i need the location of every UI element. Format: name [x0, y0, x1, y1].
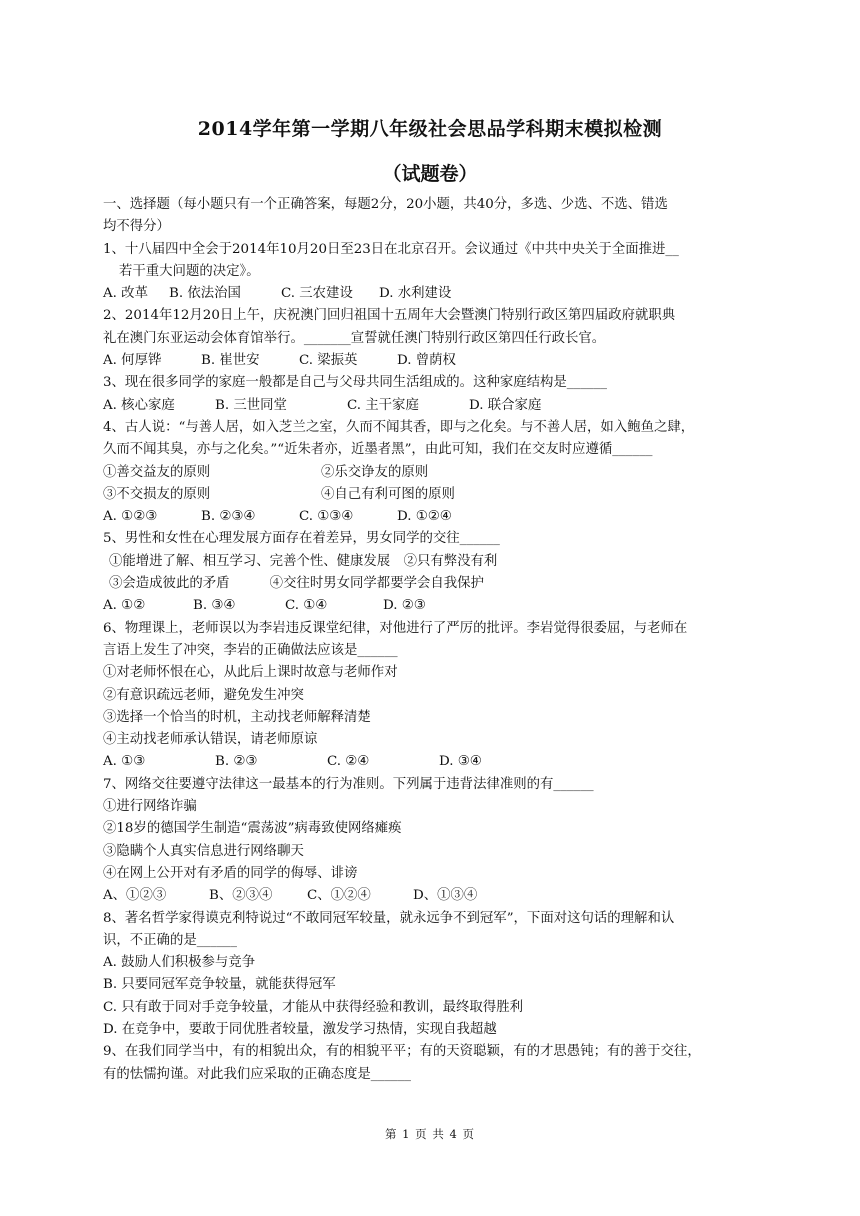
option-b: B. ②③ — [215, 754, 258, 770]
question-9-text: 9、在我们同学当中，有的相貌出众，有的相貌平平；有的天资聪颖，有的才思愚钝；有的善于交往， — [103, 1044, 701, 1060]
question-1-text-cont: 若干重大问题的决定》。 — [119, 263, 260, 279]
question-1-options — [103, 283, 763, 305]
question-5-items-row2: ③会造成彼此的矛盾 ④交往时男女同学都要学会自我保护 — [109, 576, 484, 592]
option-b: B. 依法治国 — [169, 286, 241, 302]
item-4: ④自己有利可图的原则 — [321, 486, 455, 502]
question-3-options — [103, 395, 763, 417]
option-d: D. ②③ — [383, 598, 426, 614]
question-7-options — [103, 885, 763, 907]
question-9-text-cont: 有的怯懦拘谨。对此我们应采取的正确态度是______ — [103, 1066, 411, 1082]
option-a: A. 何厚铧 — [103, 353, 162, 369]
question-2-options — [103, 350, 763, 372]
option-d: D. 联合家庭 — [469, 397, 542, 413]
question-6-text-cont: 言语上发生了冲突，李岩的正确做法应该是______ — [103, 642, 398, 658]
question-5-text: 5、男性和女性在心理发展方面存在着差异，男女同学的交往______ — [103, 531, 500, 547]
question-8-option-b: B. 只要同冠军竞争较量，就能获得冠军 — [103, 977, 336, 993]
option-b: B. ③④ — [193, 598, 236, 614]
question-6-item-1: ①对老师怀恨在心，从此后上课时故意与老师作对 — [103, 665, 398, 681]
question-5-options — [103, 595, 763, 617]
exam-content — [103, 194, 763, 1086]
option-c: C、①②④ — [307, 888, 371, 904]
option-a: A. 改革 — [103, 286, 148, 302]
option-a: A. 核心家庭 — [103, 397, 175, 413]
question-7-text: 7、网络交往要遵守法律这一最基本的行为准则。下列属于违背法律准则的有______ — [103, 776, 594, 792]
option-d: D、①③④ — [413, 888, 478, 904]
question-7-item-1: ①进行网络诈骗 — [103, 799, 197, 815]
question-8-option-d: D. 在竞争中，要敢于同优胜者较量，激发学习热情，实现自我超越 — [103, 1021, 497, 1037]
item-3: ③不交损友的原则 — [103, 486, 211, 502]
page-subtitle: （试题卷） — [382, 163, 478, 185]
question-7-item-4: ④在网上公开对有矛盾的同学的侮辱、诽谤 — [103, 865, 358, 881]
question-8-option-a: A. 鼓励人们积极参与竞争 — [103, 955, 256, 971]
option-a: A、①②③ — [103, 888, 167, 904]
question-6-item-2: ②有意识疏远老师，避免发生冲突 — [103, 687, 304, 703]
question-2-text-cont: 礼在澳门东亚运动会体育馆举行。_______宣誓就任澳门特别行政区第四任行政长官。 — [103, 330, 606, 346]
question-7-item-2: ②18岁的德国学生制造“震荡波”病毒致使网络瘫痪 — [103, 821, 402, 837]
page-title: 2014学年第一学期八年级社会思品学科期末模拟检测 — [197, 118, 663, 140]
question-4-items-row2 — [103, 484, 763, 506]
question-8-text: 8、著名哲学家得谟克利特说过“不敢同冠军较量，就永远争不到冠军”，下面对这句话的理解和认 — [103, 910, 675, 926]
option-c: C. 三农建设 — [281, 286, 353, 302]
option-d: D. ③④ — [439, 754, 482, 770]
section-instructions-line1: 一、选择题（每小题只有一个正确答案，每题2分，20小题，共40分，多选、少选、不选、错选 — [103, 197, 668, 212]
question-4-text-cont: 久而不闻其臭，亦与之化矣。”“近朱者亦，近墨者黑”，由此可知，我们在交友时应遵循______ — [103, 442, 653, 458]
page-footer: 第 1 页 共 4 页 — [385, 1127, 475, 1141]
option-d: D. ①②④ — [397, 509, 452, 525]
question-2-text: 2、2014年12月20日上午，庆祝澳门回归祖国十五周年大会暨澳门特别行政区第四届政府就职典 — [103, 308, 676, 324]
option-b: B. ②③④ — [201, 509, 256, 525]
question-4-items-row1 — [103, 462, 763, 484]
question-3-text: 3、现在很多同学的家庭一般都是自己与父母共同生活组成的。这种家庭结构是______ — [103, 375, 607, 391]
section-instructions-line2: 均不得分） — [103, 219, 170, 235]
option-c: C. ①④ — [285, 598, 328, 614]
option-c: C. ①③④ — [299, 509, 354, 525]
option-a: A. ①③ — [103, 754, 146, 770]
option-b: B. 崔世安 — [201, 353, 260, 369]
question-8-text-cont: 识，不正确的是______ — [103, 932, 237, 948]
question-4-text: 4、古人说：“与善人居，如入芝兰之室，久而不闻其香，即与之化矣。与不善人居，如入鲍鱼之肆， — [103, 419, 695, 435]
question-1-text: 1、十八届四中全会于2014年10月20日至23日在北京召开。会议通过《中共中央关于全面推进__ — [103, 241, 679, 257]
option-b: B. 三世同堂 — [215, 397, 287, 413]
question-4-options — [103, 506, 763, 528]
item-2: ②乐交诤友的原则 — [321, 464, 429, 480]
option-d: D. 曾荫权 — [397, 353, 456, 369]
option-a: A. ①② — [103, 598, 146, 614]
item-1: ①善交益友的原则 — [103, 464, 211, 480]
question-5-items-row1: ①能增进了解、相互学习、完善个性、健康发展 ②只有弊没有利 — [109, 553, 498, 569]
question-6-text: 6、物理课上，老师误以为李岩违反课堂纪律，对他进行了严厉的批评。李岩觉得很委屈，与老师在 — [103, 620, 688, 636]
option-c: C. ②④ — [327, 754, 370, 770]
question-6-item-4: ④主动找老师承认错误，请老师原谅 — [103, 732, 318, 748]
option-c: C. 主干家庭 — [347, 397, 419, 413]
question-7-item-3: ③隐瞒个人真实信息进行网络聊天 — [103, 843, 304, 859]
question-8-option-c: C. 只有敢于同对手竞争较量，才能从中获得经验和教训，最终取得胜利 — [103, 999, 523, 1015]
option-d: D. 水利建设 — [379, 286, 452, 302]
option-b: B、②③④ — [209, 888, 273, 904]
option-c: C. 梁振英 — [299, 353, 358, 369]
option-a: A. ①②③ — [103, 509, 158, 525]
question-6-options — [103, 751, 763, 773]
question-6-item-3: ③选择一个恰当的时机，主动找老师解释清楚 — [103, 709, 371, 725]
